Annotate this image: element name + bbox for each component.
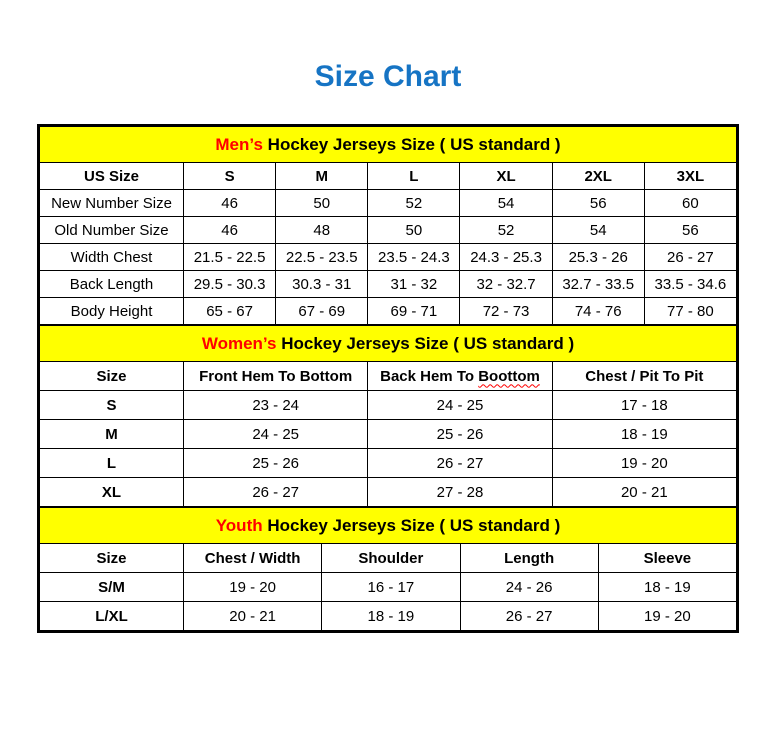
youth-size-table — [39, 507, 737, 631]
womens-heading-accent: Women’s — [201, 333, 277, 353]
row-label: Width Chest — [40, 244, 184, 271]
womens-col-header — [368, 362, 552, 391]
table-cell: 25 - 26 — [368, 420, 552, 449]
mens-section-band-row — [40, 127, 737, 163]
table-cell: 50 — [368, 217, 460, 244]
table-cell: 54 — [460, 190, 552, 217]
table-row — [40, 271, 737, 298]
row-label: Body Height — [40, 298, 184, 325]
table-row — [40, 298, 737, 325]
table-row — [40, 217, 737, 244]
table-cell: 72 - 73 — [460, 298, 552, 325]
table-cell: 69 - 71 — [368, 298, 460, 325]
table-row — [40, 391, 737, 420]
mens-col-header: 3XL — [644, 163, 736, 190]
table-cell: 19 - 20 — [184, 573, 322, 602]
mens-header-row — [40, 163, 737, 190]
youth-section-heading — [40, 508, 737, 544]
row-label: New Number Size — [40, 190, 184, 217]
youth-col-header: Chest / Width — [184, 544, 322, 573]
table-cell: 67 - 69 — [276, 298, 368, 325]
table-cell: 32 - 32.7 — [460, 271, 552, 298]
table-cell: 52 — [368, 190, 460, 217]
table-row — [40, 244, 737, 271]
table-cell: 18 - 19 — [322, 602, 460, 631]
youth-section-band-row — [40, 508, 737, 544]
womens-heading-text: Hockey Jerseys Size ( US standard ) — [281, 333, 575, 353]
table-cell: 77 - 80 — [644, 298, 736, 325]
table-cell: 48 — [276, 217, 368, 244]
table-cell: 16 - 17 — [322, 573, 460, 602]
mens-col-header: XL — [460, 163, 552, 190]
table-cell: 60 — [644, 190, 736, 217]
mens-col-header: 2XL — [552, 163, 644, 190]
table-cell: 30.3 - 31 — [276, 271, 368, 298]
table-cell: 23.5 - 24.3 — [368, 244, 460, 271]
table-cell: 26 - 27 — [368, 449, 552, 478]
table-cell: 21.5 - 22.5 — [184, 244, 276, 271]
table-cell: 65 - 67 — [184, 298, 276, 325]
womens-col-header: Front Hem To Bottom — [184, 362, 368, 391]
table-row — [40, 573, 737, 602]
table-cell: 32.7 - 33.5 — [552, 271, 644, 298]
mens-size-table — [39, 126, 737, 325]
table-cell: 24 - 25 — [184, 420, 368, 449]
row-label: XL — [40, 478, 184, 507]
mens-section-heading — [40, 127, 737, 163]
row-label: L — [40, 449, 184, 478]
womens-col-header: Chest / Pit To Pit — [552, 362, 736, 391]
table-cell: 26 - 27 — [184, 478, 368, 507]
row-label: Back Length — [40, 271, 184, 298]
table-cell: 19 - 20 — [552, 449, 736, 478]
table-cell: 20 - 21 — [552, 478, 736, 507]
table-cell: 56 — [644, 217, 736, 244]
table-cell: 18 - 19 — [598, 573, 736, 602]
youth-col-header: Size — [40, 544, 184, 573]
womens-section-band-row — [40, 326, 737, 362]
table-cell: 56 — [552, 190, 644, 217]
table-cell: 25.3 - 26 — [552, 244, 644, 271]
table-cell: 24.3 - 25.3 — [460, 244, 552, 271]
row-label: Old Number Size — [40, 217, 184, 244]
table-cell: 46 — [184, 217, 276, 244]
misspelled-word: Boottom — [478, 367, 540, 385]
mens-col-header: S — [184, 163, 276, 190]
table-cell: 23 - 24 — [184, 391, 368, 420]
table-cell: 26 - 27 — [644, 244, 736, 271]
table-cell: 25 - 26 — [184, 449, 368, 478]
table-cell: 17 - 18 — [552, 391, 736, 420]
table-cell: 31 - 32 — [368, 271, 460, 298]
youth-heading-accent: Youth — [215, 515, 263, 535]
mens-heading-text: Hockey Jerseys Size ( US standard ) — [267, 134, 561, 154]
youth-col-header: Sleeve — [598, 544, 736, 573]
table-cell: 20 - 21 — [184, 602, 322, 631]
table-cell: 74 - 76 — [552, 298, 644, 325]
table-cell: 24 - 25 — [368, 391, 552, 420]
size-chart — [37, 124, 739, 633]
table-row — [40, 478, 737, 507]
youth-col-header: Length — [460, 544, 598, 573]
womens-header-row — [40, 362, 737, 391]
table-cell: 29.5 - 30.3 — [184, 271, 276, 298]
mens-col-header: US Size — [40, 163, 184, 190]
mens-col-header: L — [368, 163, 460, 190]
table-cell: 18 - 19 — [552, 420, 736, 449]
table-cell: 24 - 26 — [460, 573, 598, 602]
table-row — [40, 602, 737, 631]
table-cell: 46 — [184, 190, 276, 217]
youth-heading-text: Hockey Jerseys Size ( US standard ) — [267, 515, 561, 535]
table-row — [40, 449, 737, 478]
back-hem-label: Back Hem To — [380, 367, 475, 385]
table-cell: 52 — [460, 217, 552, 244]
mens-heading-accent: Men’s — [215, 134, 263, 154]
womens-col-header: Size — [40, 362, 184, 391]
youth-col-header: Shoulder — [322, 544, 460, 573]
table-cell: 22.5 - 23.5 — [276, 244, 368, 271]
table-cell: 54 — [552, 217, 644, 244]
row-label: L/XL — [40, 602, 184, 631]
row-label: S/M — [40, 573, 184, 602]
table-cell: 50 — [276, 190, 368, 217]
table-row — [40, 420, 737, 449]
youth-header-row — [40, 544, 737, 573]
mens-col-header: M — [276, 163, 368, 190]
womens-section-heading — [40, 326, 737, 362]
table-cell: 27 - 28 — [368, 478, 552, 507]
table-cell: 19 - 20 — [598, 602, 736, 631]
womens-size-table — [39, 325, 737, 507]
table-row — [40, 190, 737, 217]
page-title: Size Chart — [314, 60, 462, 93]
table-cell: 26 - 27 — [460, 602, 598, 631]
table-cell: 33.5 - 34.6 — [644, 271, 736, 298]
row-label: M — [40, 420, 184, 449]
row-label: S — [40, 391, 184, 420]
